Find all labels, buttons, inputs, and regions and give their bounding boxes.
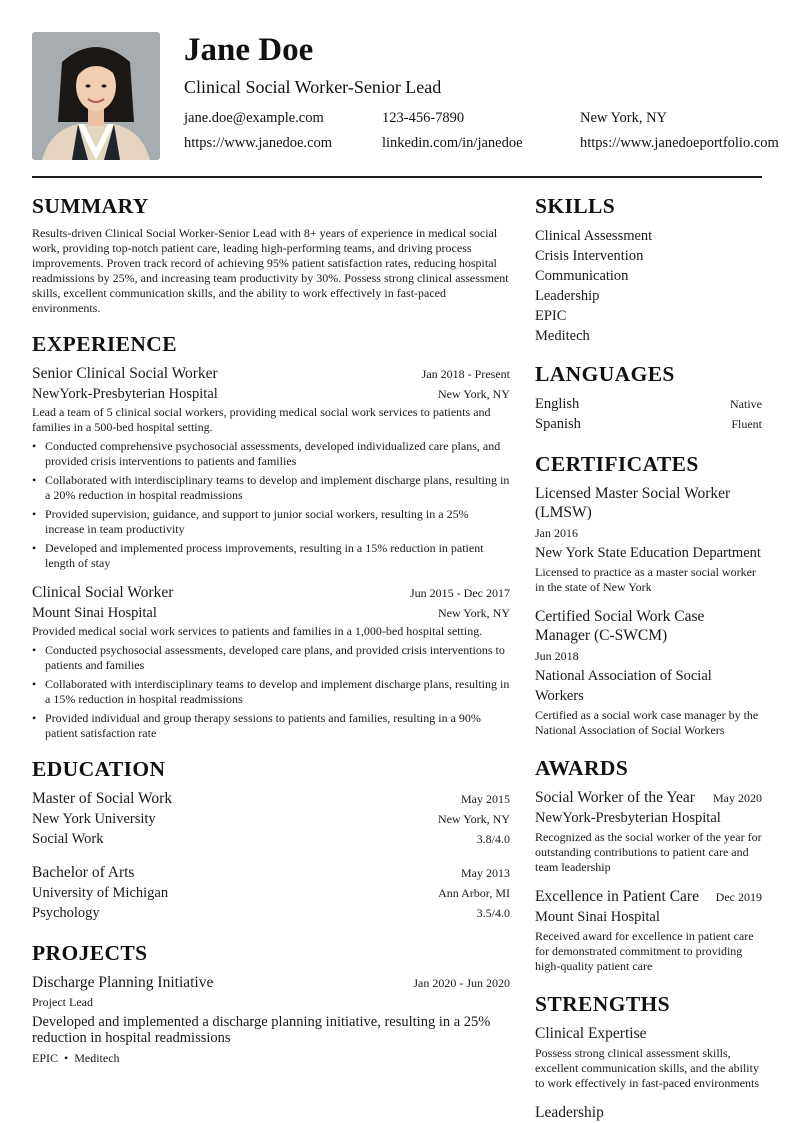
award-issuer: Mount Sinai Hospital xyxy=(535,909,660,925)
project-tags xyxy=(32,1050,510,1066)
certificate-date: Jun 2018 xyxy=(535,649,579,663)
candidate-title: Clinical Social Worker-Senior Lead xyxy=(184,77,442,97)
profile-photo xyxy=(32,32,160,160)
strength-entry xyxy=(535,1024,762,1091)
award-name: Excellence in Patient Care xyxy=(535,888,699,905)
section-heading-experience: EXPERIENCE xyxy=(32,332,177,356)
project-name: Discharge Planning Initiative xyxy=(32,974,214,991)
section-heading-summary: SUMMARY xyxy=(32,194,149,218)
right-column xyxy=(535,192,762,1123)
project-description: Developed and implemented a discharge planning initiative, resulting in a 25% reduction in hospital readmissions xyxy=(32,1014,491,1046)
award-entry xyxy=(535,887,762,974)
certificate-issuer: New York State Education Department xyxy=(535,545,761,561)
certificate-entry xyxy=(535,607,762,738)
certificate-description: Licensed to practice as a master social worker in the state of New York xyxy=(535,565,756,594)
awards-section xyxy=(535,754,762,974)
project-tag: Meditech xyxy=(74,1051,120,1065)
project-dates: Jan 2020 - Jun 2020 xyxy=(413,976,510,990)
experience-section xyxy=(32,330,510,741)
education-location: New York, NY xyxy=(437,812,510,826)
section-heading-awards: AWARDS xyxy=(535,756,629,780)
summary-section xyxy=(32,192,510,316)
award-date: Dec 2019 xyxy=(715,890,762,904)
skill-item: Meditech xyxy=(535,328,590,344)
job-employer: Mount Sinai Hospital xyxy=(32,605,157,621)
experience-entry xyxy=(32,583,510,741)
contact-linkedin[interactable]: linkedin.com/in/janedoe xyxy=(382,135,523,151)
section-heading-strengths: STRENGTHS xyxy=(535,992,671,1016)
education-degree: Master of Social Work xyxy=(32,790,173,807)
candidate-name: Jane Doe xyxy=(184,32,314,68)
education-date: May 2013 xyxy=(461,866,510,880)
job-bullet: • Collaborated with interdisciplinary teams to develop and implement discharge plans, resulting in a 15% reduction in hospital readmissions xyxy=(32,677,510,707)
job-location: New York, NY xyxy=(437,387,510,401)
experience-entry xyxy=(32,364,510,571)
certificates-section xyxy=(535,450,762,738)
certificate-entry xyxy=(535,484,762,595)
contact-phone[interactable]: 123-456-7890 xyxy=(382,110,465,126)
left-column xyxy=(32,192,510,1066)
job-role: Clinical Social Worker xyxy=(32,584,174,601)
language-name: Spanish xyxy=(535,416,581,432)
contact-location: New York, NY xyxy=(580,110,668,126)
job-bullet: • Provided supervision, guidance, and support to junior social workers, resulting in a 25% increase in team productivity xyxy=(32,507,510,537)
certificate-name: Licensed Master Social Worker (LMSW) xyxy=(535,485,731,521)
education-field: Psychology xyxy=(32,905,100,921)
strength-name: Clinical Expertise xyxy=(535,1025,647,1042)
job-dates: Jan 2018 - Present xyxy=(421,367,510,381)
certificate-name: Certified Social Work Case Manager (C-SWCM) xyxy=(535,608,705,644)
skill-item: Communication xyxy=(535,268,629,284)
job-description: Lead a team of 5 clinical social workers, providing medical social work services to patients and families in a 500-bed hospital setting. xyxy=(32,405,491,434)
job-dates: Jun 2015 - Dec 2017 xyxy=(410,586,510,600)
award-date: May 2020 xyxy=(713,791,762,805)
certificate-description: Certified as a social work case manager by the National Association of Social Workers xyxy=(535,708,759,737)
strength-entry xyxy=(535,1103,762,1123)
job-bullets xyxy=(32,643,510,741)
tag-separator: • xyxy=(64,1051,69,1065)
job-bullet: • Developed and implemented process improvements, resulting in a 15% reduction in patient length of stay xyxy=(32,541,510,571)
strengths-section xyxy=(535,990,762,1123)
header-divider xyxy=(32,176,762,178)
education-location: Ann Arbor, MI xyxy=(438,886,510,900)
contact-portfolio[interactable]: https://www.janedoeportfolio.com xyxy=(580,135,779,151)
job-bullet: • Conducted psychosocial assessments, developed care plans, and provided crisis interventions to patients and families xyxy=(32,643,510,673)
award-issuer: NewYork-Presbyterian Hospital xyxy=(535,810,721,826)
section-heading-education: EDUCATION xyxy=(32,757,166,781)
education-gpa: 3.8/4.0 xyxy=(476,832,510,846)
education-section xyxy=(32,755,510,923)
project-tag: EPIC xyxy=(32,1051,59,1065)
education-degree: Bachelor of Arts xyxy=(32,864,135,881)
language-level: Native xyxy=(730,397,762,411)
skill-item: Leadership xyxy=(535,288,600,304)
award-name: Social Worker of the Year xyxy=(535,789,695,806)
language-name: English xyxy=(535,396,580,412)
education-date: May 2015 xyxy=(461,792,510,806)
contact-email[interactable]: jane.doe@example.com xyxy=(184,110,324,126)
education-gpa: 3.5/4.0 xyxy=(476,906,510,920)
job-employer: NewYork-Presbyterian Hospital xyxy=(32,386,218,402)
skill-item: EPIC xyxy=(535,308,567,324)
job-role: Senior Clinical Social Worker xyxy=(32,365,218,382)
job-bullet: • Conducted comprehensive psychosocial assessments, developed individualized care plans, and provided crisis interventions to patients and families xyxy=(32,439,510,469)
job-bullet: • Collaborated with interdisciplinary teams to develop and implement discharge plans, resulting in a 20% reduction in hospital readmissions xyxy=(32,473,510,503)
portrait-image xyxy=(32,32,160,160)
education-field: Social Work xyxy=(32,831,104,847)
projects-section xyxy=(32,939,510,1066)
contact-website[interactable]: https://www.janedoe.com xyxy=(184,135,333,151)
strength-description: Possess strong clinical assessment skills, excellent communication skills, and the ability to work effectively in fast-paced environments xyxy=(535,1046,760,1090)
education-school: New York University xyxy=(32,811,156,827)
project-entry xyxy=(32,973,510,1066)
education-entry xyxy=(32,863,510,923)
job-location: New York, NY xyxy=(437,606,510,620)
section-heading-projects: PROJECTS xyxy=(32,941,148,965)
education-entry xyxy=(32,789,510,849)
certificate-issuer: National Association of Social Workers xyxy=(535,668,712,704)
project-role: Project Lead xyxy=(32,995,93,1009)
skill-item: Clinical Assessment xyxy=(535,228,653,244)
strength-name: Leadership xyxy=(535,1104,604,1121)
job-description: Provided medical social work services to patients and families in a 1,000-bed hospital setting. xyxy=(32,624,483,638)
award-description: Recognized as the social worker of the year for outstanding contributions to patient care and team leadership xyxy=(535,830,762,874)
skills-section xyxy=(535,192,762,346)
award-description: Received award for excellence in patient care for demonstrated commitment to providing high-quality patient care xyxy=(535,929,754,973)
languages-section xyxy=(535,360,762,434)
education-school: University of Michigan xyxy=(32,885,169,901)
language-level: Fluent xyxy=(731,417,762,431)
job-bullets xyxy=(32,439,510,571)
job-bullet: • Provided individual and group therapy sessions to patients and families, resulting in a 90% patient satisfaction rate xyxy=(32,711,510,741)
summary-text: Results-driven Clinical Social Worker-Senior Lead with 8+ years of experience in medical social work, providing top-notch patient care, leading high-performing teams, and driving process improvements. Proven track record of achieving 95% patient satisfaction rates, reducing hospital readmissions by 25%, and increasing team productivity by 30%. Possess strong clinical assessment skills, excellent communication skills, and the ability to work effectively in fast-paced environments. xyxy=(32,226,509,315)
skill-item: Crisis Intervention xyxy=(535,248,644,264)
language-item xyxy=(535,414,762,434)
section-heading-skills: SKILLS xyxy=(535,194,616,218)
section-heading-certificates: CERTIFICATES xyxy=(535,452,699,476)
certificate-date: Jan 2016 xyxy=(535,526,578,540)
language-item xyxy=(535,394,762,414)
section-heading-languages: LANGUAGES xyxy=(535,362,675,386)
award-entry xyxy=(535,788,762,875)
